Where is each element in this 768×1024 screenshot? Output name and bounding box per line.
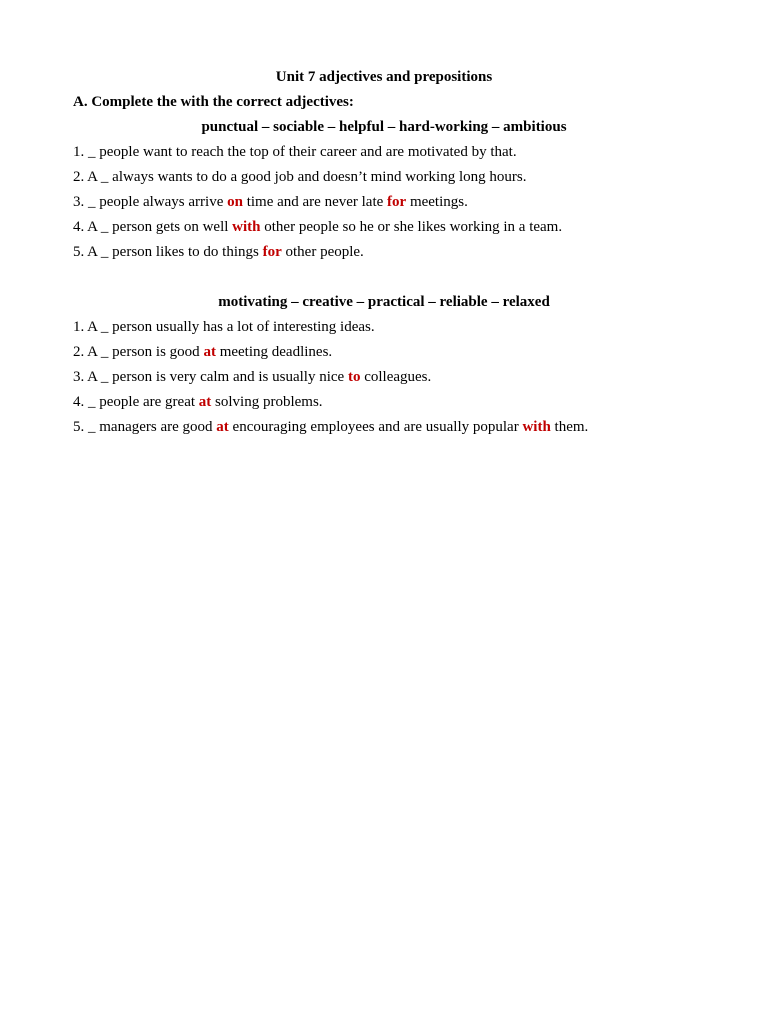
- preposition: to: [347, 369, 361, 385]
- sentence-item: [73, 365, 695, 390]
- exercise-instruction: A. Complete the with the correct adjectives:: [73, 94, 354, 110]
- sentence-text: 1. A _ person usually has a lot of interesting ideas.: [73, 319, 375, 335]
- sentence-text: 5. _ managers are good: [73, 419, 217, 435]
- preposition: with: [232, 219, 261, 235]
- sentence-item: [73, 215, 695, 240]
- document-page: [73, 66, 695, 440]
- sentence-list-1: [73, 140, 695, 265]
- sentence-item: [73, 390, 695, 415]
- sentence-item: [73, 190, 695, 215]
- sentence-text: 3. _ people always arrive: [73, 194, 228, 210]
- word-bank-1: punctual – sociable – helpful – hard-working – ambitious: [201, 119, 567, 135]
- sentence-text: 4. _ people are great: [73, 394, 199, 410]
- sentence-text: 4. A _ person gets on well: [73, 219, 233, 235]
- sentence-text: other people.: [281, 244, 364, 260]
- sentence-text: encouraging employees and are usually popular: [228, 419, 523, 435]
- preposition: at: [203, 344, 216, 360]
- sentence-text: 3. A _ person is very calm and is usually nice: [73, 369, 348, 385]
- sentence-text: 2. A _ person is good: [73, 344, 204, 360]
- sentence-item: [73, 315, 695, 340]
- word-bank-2: motivating – creative – practical – reliable – relaxed: [218, 294, 550, 310]
- preposition: on: [227, 194, 243, 210]
- document-title: Unit 7 adjectives and prepositions: [275, 69, 493, 85]
- exercise-section-2: [73, 290, 695, 440]
- sentence-text: time and are never late: [242, 194, 388, 210]
- sentence-item: [73, 415, 695, 440]
- sentence-text: meeting deadlines.: [215, 344, 333, 360]
- sentence-item: [73, 340, 695, 365]
- preposition: for: [262, 244, 282, 260]
- sentence-text: 2. A _ always wants to do a good job and doesn’t mind working long hours.: [73, 169, 527, 185]
- sentence-text: 5. A _ person likes to do things: [73, 244, 263, 260]
- preposition: with: [522, 419, 551, 435]
- sentence-text: meetings.: [406, 194, 468, 210]
- sentence-item: [73, 165, 695, 190]
- sentence-list-2: [73, 315, 695, 440]
- sentence-item: [73, 140, 695, 165]
- sentence-text: 1. _ people want to reach the top of their career and are motivated by that.: [73, 144, 517, 160]
- exercise-section-1: [73, 115, 695, 265]
- sentence-text: solving problems.: [211, 394, 323, 410]
- section-spacer: [73, 265, 695, 290]
- preposition: at: [198, 394, 212, 410]
- preposition: for: [387, 194, 407, 210]
- preposition: at: [216, 419, 229, 435]
- sentence-text: them.: [550, 419, 589, 435]
- sentence-item: [73, 240, 695, 265]
- sentence-text: other people so he or she likes working in a team.: [260, 219, 563, 235]
- sentence-text: colleagues.: [360, 369, 432, 385]
